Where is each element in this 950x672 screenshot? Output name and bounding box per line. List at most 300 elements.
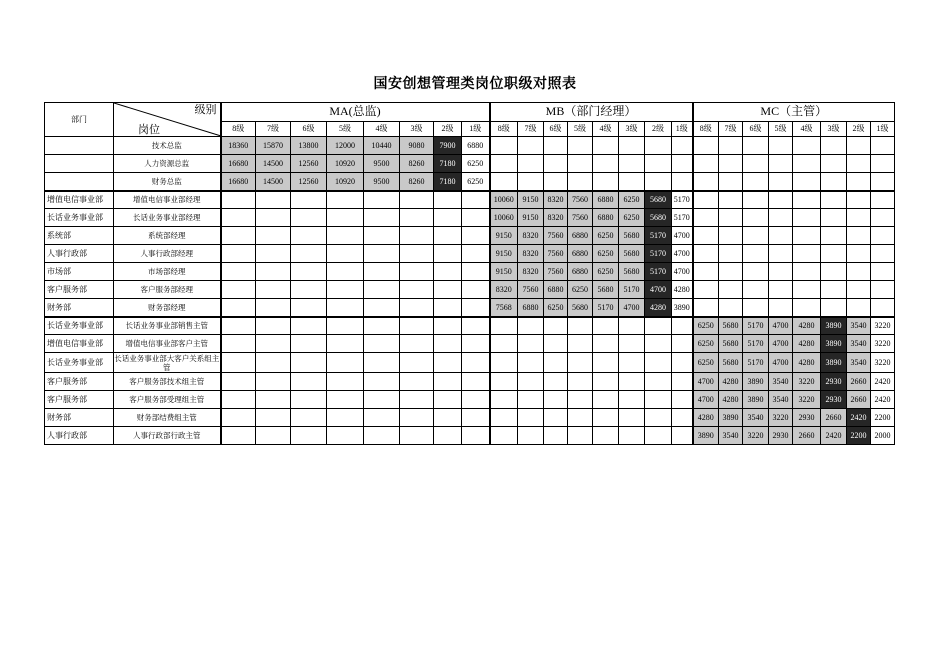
salary-cell: 5170 [672, 191, 693, 209]
salary-cell: 8320 [544, 209, 568, 227]
empty-cell [821, 137, 847, 155]
grade-header: 5级 [327, 121, 364, 136]
salary-cell: 7560 [544, 263, 568, 281]
empty-cell [256, 299, 291, 317]
empty-cell [364, 245, 400, 263]
dept-cell: 长话业务事业部 [45, 317, 114, 335]
band-header-mc: MC（主管） [693, 103, 895, 122]
empty-cell [619, 409, 645, 427]
empty-cell [291, 281, 327, 299]
empty-cell [462, 409, 490, 427]
salary-cell: 12560 [291, 173, 327, 191]
dept-cell: 人事行政部 [45, 245, 114, 263]
empty-cell [490, 427, 518, 445]
salary-cell: 2000 [871, 427, 895, 445]
grade-header: 6级 [291, 121, 327, 136]
grade-header: 7级 [719, 121, 743, 136]
empty-cell [793, 137, 821, 155]
empty-cell [291, 427, 327, 445]
empty-cell [291, 391, 327, 409]
salary-cell: 8320 [490, 281, 518, 299]
salary-cell: 2420 [871, 373, 895, 391]
empty-cell [672, 137, 693, 155]
grade-header: 1级 [871, 121, 895, 136]
empty-cell [871, 245, 895, 263]
empty-cell [793, 209, 821, 227]
salary-cell: 3220 [871, 353, 895, 373]
empty-cell [462, 245, 490, 263]
empty-cell [847, 173, 871, 191]
empty-cell [719, 209, 743, 227]
salary-cell: 9500 [364, 173, 400, 191]
empty-cell [256, 227, 291, 245]
salary-cell: 6880 [568, 227, 593, 245]
salary-cell: 6880 [462, 137, 490, 155]
empty-cell [364, 209, 400, 227]
table-row [45, 137, 895, 155]
empty-cell [462, 391, 490, 409]
grade-header: 8级 [221, 121, 256, 136]
position-cell: 长话业务事业部大客户关系组主管 [114, 353, 220, 372]
empty-cell [719, 155, 743, 173]
empty-cell [221, 263, 256, 281]
empty-cell [568, 409, 593, 427]
salary-cell: 4280 [693, 409, 719, 427]
empty-cell [221, 373, 256, 391]
salary-cell: 6880 [518, 299, 544, 317]
empty-cell [645, 353, 672, 373]
empty-cell [593, 317, 619, 335]
position-cell: 财务部经理 [114, 299, 221, 317]
empty-cell [327, 391, 364, 409]
empty-cell [693, 263, 719, 281]
table-row [45, 317, 895, 335]
salary-cell: 6880 [593, 209, 619, 227]
salary-cell: 8320 [518, 227, 544, 245]
empty-cell [291, 353, 327, 373]
empty-cell [400, 191, 434, 209]
empty-cell [544, 409, 568, 427]
salary-cell: 9080 [400, 137, 434, 155]
salary-cell: 5680 [593, 281, 619, 299]
empty-cell [568, 137, 593, 155]
dept-cell: 人事行政部 [45, 427, 114, 445]
empty-cell [619, 155, 645, 173]
empty-cell [871, 173, 895, 191]
salary-cell: 10440 [364, 137, 400, 155]
salary-cell: 9150 [490, 227, 518, 245]
dept-cell: 客户服务部 [45, 391, 114, 409]
empty-cell [518, 317, 544, 335]
grade-header: 7级 [256, 121, 291, 136]
empty-cell [769, 137, 793, 155]
empty-cell [434, 391, 462, 409]
salary-cell: 2200 [847, 427, 871, 445]
empty-cell [400, 373, 434, 391]
empty-cell [793, 281, 821, 299]
empty-cell [847, 263, 871, 281]
empty-cell [434, 317, 462, 335]
salary-cell: 7180 [434, 173, 462, 191]
empty-cell [619, 427, 645, 445]
empty-cell [821, 173, 847, 191]
salary-cell: 4700 [693, 373, 719, 391]
empty-cell [672, 427, 693, 445]
position-cell: 增值电信事业部客户主管 [114, 335, 221, 353]
band-header-row [45, 103, 895, 122]
empty-cell [490, 155, 518, 173]
salary-cell: 6250 [593, 227, 619, 245]
salary-cell: 7560 [568, 209, 593, 227]
empty-cell [871, 191, 895, 209]
dept-cell: 增值电信事业部 [45, 335, 114, 353]
empty-cell [672, 173, 693, 191]
empty-cell [769, 263, 793, 281]
empty-cell [847, 209, 871, 227]
salary-cell: 6250 [593, 263, 619, 281]
salary-cell: 2660 [847, 373, 871, 391]
salary-cell: 4700 [769, 335, 793, 353]
grade-header: 6级 [743, 121, 769, 136]
empty-cell [221, 245, 256, 263]
empty-cell [221, 409, 256, 427]
band-header-ma: MA(总监) [221, 103, 490, 122]
empty-cell [568, 155, 593, 173]
salary-cell: 6250 [693, 353, 719, 373]
salary-cell: 18360 [221, 137, 256, 155]
salary-cell: 6250 [593, 245, 619, 263]
empty-cell [769, 173, 793, 191]
empty-cell [490, 409, 518, 427]
salary-cell: 2660 [847, 391, 871, 409]
empty-cell [593, 137, 619, 155]
empty-cell [693, 137, 719, 155]
position-cell: 增值电信事业部经理 [114, 191, 221, 209]
salary-cell: 6250 [693, 317, 719, 335]
empty-cell [693, 245, 719, 263]
grade-header: 3级 [821, 121, 847, 136]
salary-cell: 4280 [672, 281, 693, 299]
empty-cell [364, 299, 400, 317]
empty-cell [619, 335, 645, 353]
empty-cell [672, 317, 693, 335]
salary-cell: 5170 [593, 299, 619, 317]
empty-cell [719, 137, 743, 155]
empty-cell [847, 227, 871, 245]
salary-cell: 5680 [619, 245, 645, 263]
dept-cell: 长话业务事业部 [45, 209, 114, 227]
table-row [45, 391, 895, 409]
empty-cell [490, 353, 518, 373]
empty-cell [821, 263, 847, 281]
empty-cell [221, 281, 256, 299]
salary-cell: 6880 [544, 281, 568, 299]
salary-cell: 3540 [769, 373, 793, 391]
empty-cell [793, 191, 821, 209]
salary-cell: 3220 [743, 427, 769, 445]
salary-cell: 5680 [719, 335, 743, 353]
dept-cell: 客户服务部 [45, 373, 114, 391]
empty-cell [719, 191, 743, 209]
empty-cell [544, 427, 568, 445]
salary-cell: 6880 [593, 191, 619, 209]
empty-cell [518, 335, 544, 353]
salary-cell: 7560 [568, 191, 593, 209]
salary-cell: 3890 [743, 391, 769, 409]
empty-cell [518, 391, 544, 409]
empty-cell [619, 137, 645, 155]
empty-cell [327, 281, 364, 299]
empty-cell [256, 245, 291, 263]
salary-cell: 2420 [847, 409, 871, 427]
salary-cell: 3890 [693, 427, 719, 445]
salary-cell: 8320 [544, 191, 568, 209]
grade-table [44, 102, 895, 445]
empty-cell [400, 427, 434, 445]
empty-cell [645, 427, 672, 445]
empty-cell [593, 373, 619, 391]
empty-cell [769, 155, 793, 173]
empty-cell [462, 281, 490, 299]
empty-cell [743, 137, 769, 155]
empty-cell [327, 353, 364, 373]
empty-cell [544, 155, 568, 173]
empty-cell [221, 353, 256, 373]
empty-cell [719, 173, 743, 191]
dept-column-header: 部门 [45, 103, 114, 137]
grade-header: 1级 [462, 121, 490, 136]
grade-header: 8级 [490, 121, 518, 136]
salary-cell: 4700 [672, 245, 693, 263]
empty-cell [327, 409, 364, 427]
empty-cell [568, 317, 593, 335]
empty-cell [400, 409, 434, 427]
position-cell: 人事行政部经理 [114, 245, 221, 263]
empty-cell [434, 209, 462, 227]
empty-cell [434, 353, 462, 373]
salary-cell: 16680 [221, 173, 256, 191]
empty-cell [221, 227, 256, 245]
salary-cell: 3220 [793, 391, 821, 409]
salary-cell: 9150 [490, 245, 518, 263]
empty-cell [364, 427, 400, 445]
salary-cell: 4280 [793, 335, 821, 353]
empty-cell [743, 299, 769, 317]
grade-header: 7级 [518, 121, 544, 136]
empty-cell [221, 427, 256, 445]
empty-cell [821, 155, 847, 173]
empty-cell [256, 281, 291, 299]
salary-cell: 14500 [256, 155, 291, 173]
empty-cell [434, 427, 462, 445]
salary-cell: 10920 [327, 173, 364, 191]
empty-cell [462, 317, 490, 335]
table-row [45, 281, 895, 299]
empty-cell [672, 335, 693, 353]
empty-cell [327, 263, 364, 281]
empty-cell [221, 191, 256, 209]
position-cell: 长话业务事业部销售主管 [114, 317, 221, 335]
empty-cell [769, 245, 793, 263]
empty-cell [821, 191, 847, 209]
salary-cell: 4700 [619, 299, 645, 317]
empty-cell [256, 317, 291, 335]
empty-cell [462, 227, 490, 245]
empty-cell [871, 263, 895, 281]
empty-cell [544, 137, 568, 155]
salary-cell: 5680 [568, 299, 593, 317]
position-cell: 客户服务部受理组主管 [114, 391, 221, 409]
position-cell: 系统部经理 [114, 227, 221, 245]
salary-cell: 4280 [793, 317, 821, 335]
empty-cell [462, 373, 490, 391]
empty-cell [462, 263, 490, 281]
empty-cell [544, 317, 568, 335]
empty-cell [871, 299, 895, 317]
grade-header: 5级 [769, 121, 793, 136]
empty-cell [593, 335, 619, 353]
empty-cell [568, 335, 593, 353]
empty-cell [645, 137, 672, 155]
salary-cell: 4700 [645, 281, 672, 299]
empty-cell [518, 173, 544, 191]
table-row [45, 353, 895, 373]
empty-cell [693, 227, 719, 245]
empty-cell [490, 335, 518, 353]
empty-cell [434, 299, 462, 317]
empty-cell [364, 391, 400, 409]
empty-cell [518, 353, 544, 373]
dept-cell: 客户服务部 [45, 281, 114, 299]
empty-cell [645, 173, 672, 191]
empty-cell [400, 245, 434, 263]
empty-cell [619, 373, 645, 391]
empty-cell [719, 245, 743, 263]
salary-cell: 10060 [490, 191, 518, 209]
empty-cell [291, 209, 327, 227]
empty-cell [327, 335, 364, 353]
empty-cell [490, 317, 518, 335]
empty-cell [544, 373, 568, 391]
band-header-mb: MB（部门经理） [490, 103, 693, 122]
empty-cell [364, 353, 400, 373]
empty-cell [645, 373, 672, 391]
empty-cell [490, 173, 518, 191]
empty-cell [672, 409, 693, 427]
empty-cell [434, 227, 462, 245]
salary-cell: 2660 [821, 409, 847, 427]
empty-cell [364, 409, 400, 427]
empty-cell [847, 281, 871, 299]
empty-cell [434, 245, 462, 263]
salary-cell: 2930 [821, 373, 847, 391]
salary-cell: 4280 [719, 391, 743, 409]
empty-cell [400, 263, 434, 281]
salary-cell: 2420 [871, 391, 895, 409]
empty-cell [568, 353, 593, 373]
empty-cell [847, 299, 871, 317]
empty-cell [256, 263, 291, 281]
empty-cell [434, 335, 462, 353]
dept-cell: 增值电信事业部 [45, 191, 114, 209]
salary-cell: 6250 [462, 173, 490, 191]
empty-cell [743, 281, 769, 299]
empty-cell [719, 281, 743, 299]
salary-cell: 5680 [719, 317, 743, 335]
salary-cell: 3890 [821, 317, 847, 335]
empty-cell [693, 191, 719, 209]
grade-header: 4级 [593, 121, 619, 136]
salary-cell: 4700 [769, 353, 793, 373]
empty-cell [593, 155, 619, 173]
position-cell: 客户服务部经理 [114, 281, 221, 299]
empty-cell [291, 227, 327, 245]
salary-cell: 7568 [490, 299, 518, 317]
empty-cell [462, 209, 490, 227]
empty-cell [518, 155, 544, 173]
position-cell: 客户服务部技术组主管 [114, 373, 221, 391]
empty-cell [645, 391, 672, 409]
empty-cell [769, 191, 793, 209]
salary-cell: 5680 [619, 227, 645, 245]
empty-cell [821, 227, 847, 245]
empty-cell [544, 173, 568, 191]
empty-cell [871, 155, 895, 173]
salary-cell: 4700 [769, 317, 793, 335]
salary-cell: 14500 [256, 173, 291, 191]
empty-cell [593, 409, 619, 427]
table-row [45, 263, 895, 281]
salary-cell: 6250 [462, 155, 490, 173]
empty-cell [327, 191, 364, 209]
salary-cell: 9150 [490, 263, 518, 281]
position-cell: 财务部结费组主管 [114, 409, 221, 427]
empty-cell [847, 191, 871, 209]
salary-cell: 6250 [544, 299, 568, 317]
empty-cell [719, 299, 743, 317]
empty-cell [291, 299, 327, 317]
empty-cell [400, 209, 434, 227]
salary-cell: 4700 [672, 227, 693, 245]
empty-cell [400, 281, 434, 299]
empty-cell [462, 191, 490, 209]
empty-cell [364, 281, 400, 299]
empty-cell [256, 191, 291, 209]
salary-cell: 7560 [518, 281, 544, 299]
grade-header: 4级 [793, 121, 821, 136]
salary-cell: 5680 [619, 263, 645, 281]
empty-cell [434, 263, 462, 281]
salary-cell: 3220 [793, 373, 821, 391]
salary-cell: 13800 [291, 137, 327, 155]
empty-cell [221, 317, 256, 335]
empty-cell [221, 391, 256, 409]
empty-cell [821, 299, 847, 317]
empty-cell [793, 263, 821, 281]
empty-cell [821, 209, 847, 227]
empty-cell [518, 409, 544, 427]
empty-cell [434, 373, 462, 391]
level-position-corner [114, 103, 221, 137]
grade-header: 2级 [645, 121, 672, 136]
salary-cell: 7560 [544, 227, 568, 245]
empty-cell [645, 317, 672, 335]
empty-cell [291, 335, 327, 353]
empty-cell [291, 263, 327, 281]
salary-cell: 4280 [793, 353, 821, 373]
empty-cell [871, 137, 895, 155]
salary-cell: 3890 [821, 335, 847, 353]
